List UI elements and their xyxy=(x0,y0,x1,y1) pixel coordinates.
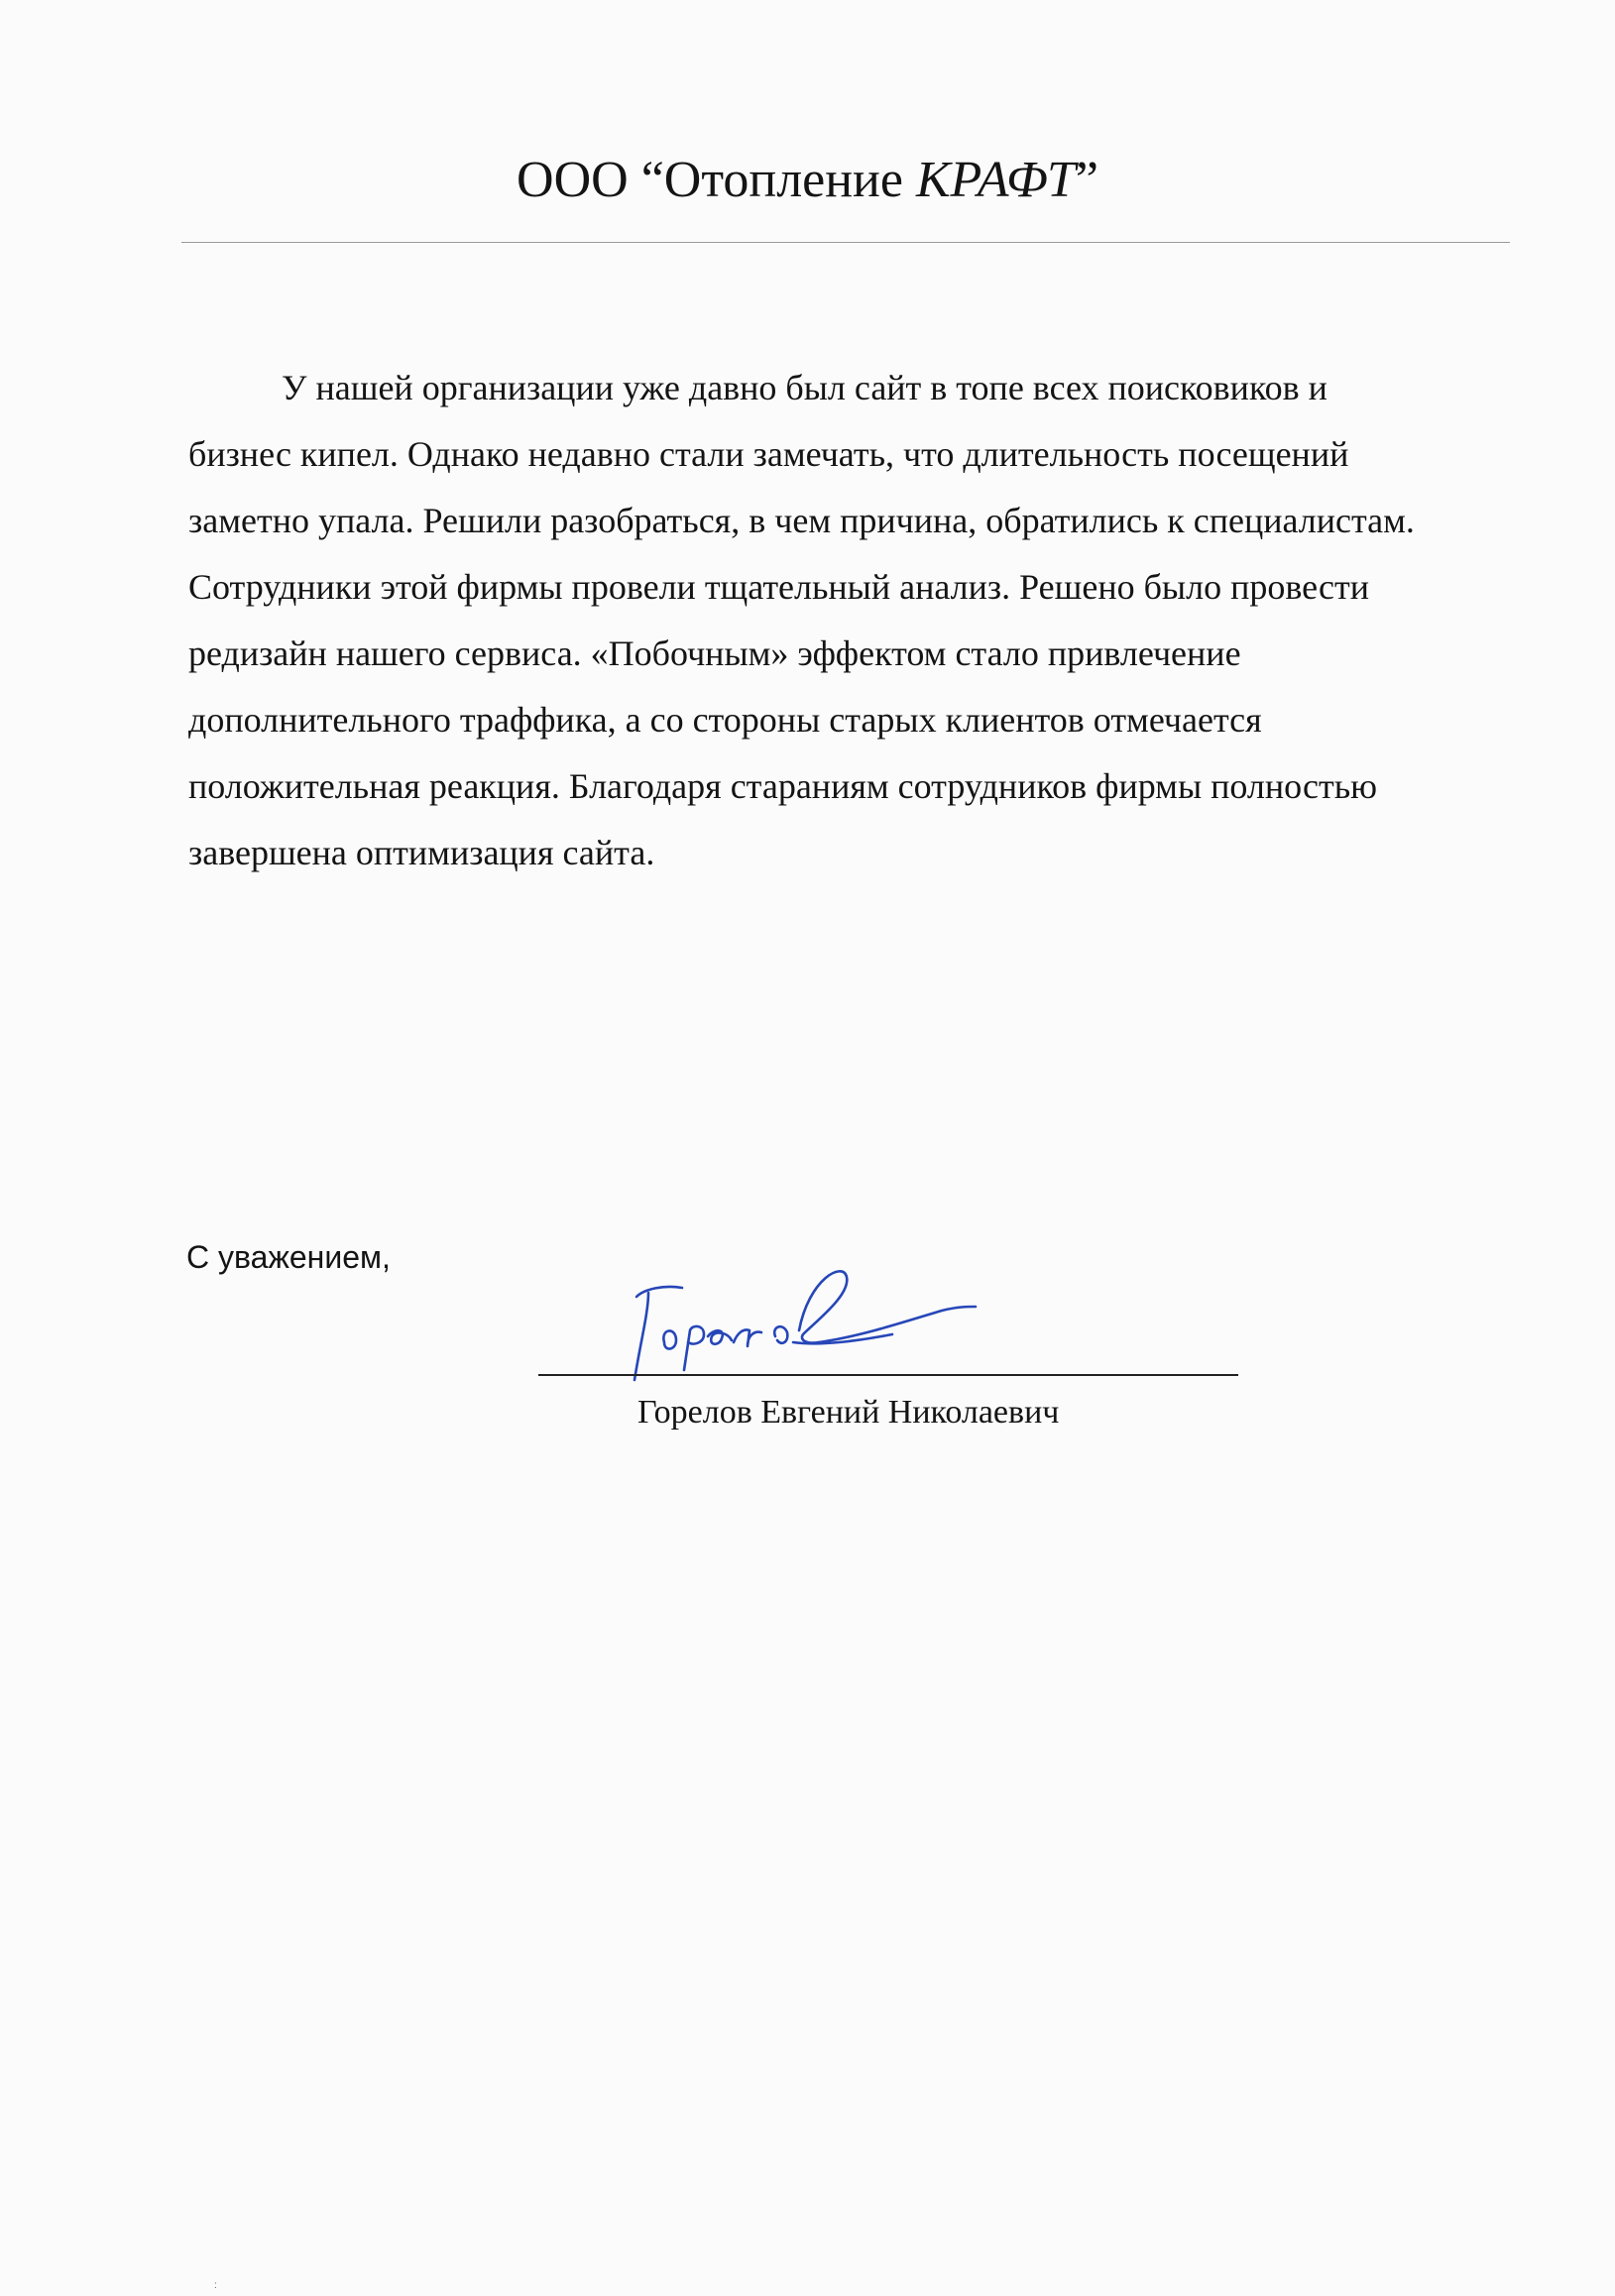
company-name-suffix: ” xyxy=(1075,152,1098,208)
signature-line xyxy=(538,1374,1238,1376)
company-brand: КРАФТ xyxy=(915,152,1076,208)
closing-salutation: С уважением, xyxy=(186,1239,391,1275)
scan-artifact: : xyxy=(214,2280,217,2291)
letter-line: завершена оптимизация сайта. xyxy=(188,833,655,872)
letter-line: бизнес кипел. Однако недавно стали замечать, что длительность посещений xyxy=(188,434,1349,474)
letter-line: положительная реакция. Благодаря стараниям сотрудников фирмы полностью xyxy=(188,766,1378,806)
letter-line: редизайн нашего сервиса. «Побочным» эффектом стало привлечение xyxy=(188,633,1241,673)
letter-line: заметно упала. Решили разобраться, в чем причина, обратились к специалистам. xyxy=(188,501,1415,540)
company-letterhead xyxy=(0,149,1615,212)
letter-body xyxy=(188,355,1507,886)
signer-name: Горелов Евгений Николаевич xyxy=(637,1394,1060,1431)
letter-line: У нашей организации уже давно был сайт в топе всех поисковиков и xyxy=(282,368,1327,407)
letterhead-divider xyxy=(181,242,1510,243)
company-name-prefix: ООО “Отопление xyxy=(517,152,916,208)
handwritten-signature-icon xyxy=(605,1251,1001,1400)
letter-line: Сотрудники этой фирмы провели тщательный анализ. Решено было провести xyxy=(188,567,1369,607)
letter-line: дополнительного траффика, а со стороны старых клиентов отмечается xyxy=(188,700,1262,740)
